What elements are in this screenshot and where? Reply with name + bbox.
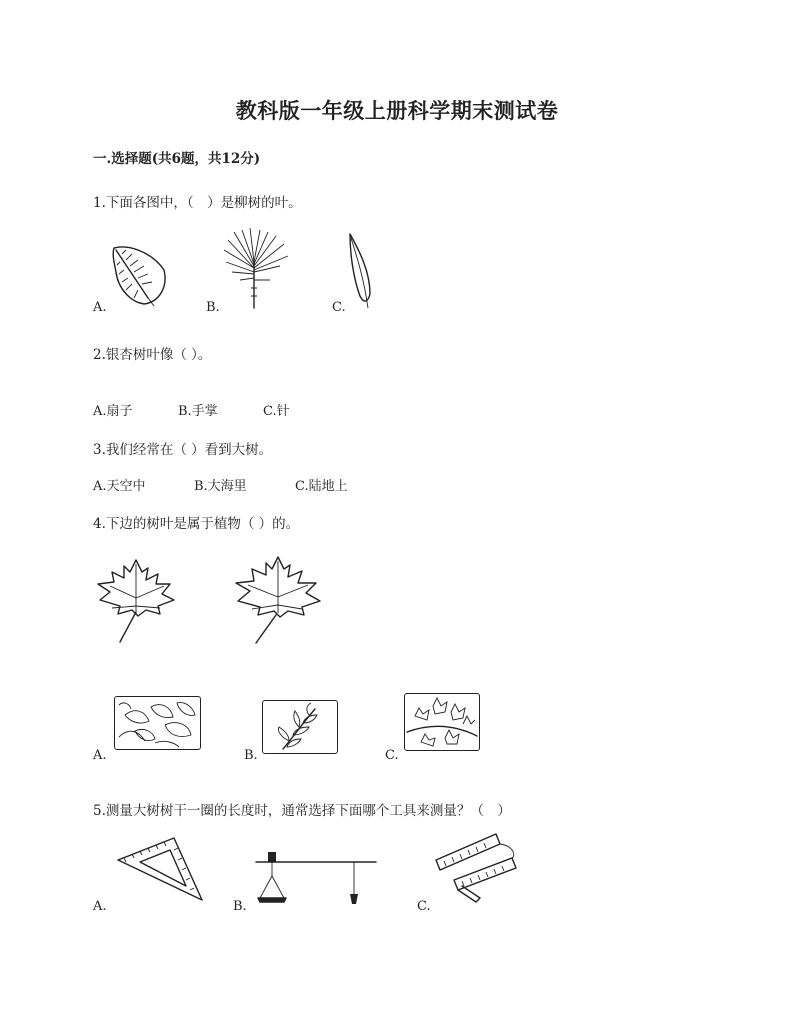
- q1-option-c[interactable]: C.: [332, 300, 346, 315]
- question-1-text: 1.下面各图中，（ ）是柳树的叶。: [93, 195, 302, 211]
- tape-measure-image: [432, 830, 522, 910]
- q2-option-a[interactable]: A.扇子: [93, 404, 133, 419]
- q4-option-c[interactable]: C.: [385, 748, 399, 763]
- q3-option-c[interactable]: C.陆地上: [295, 479, 348, 494]
- q2-option-b[interactable]: B.手掌: [178, 404, 218, 419]
- q5-option-c[interactable]: C.: [417, 899, 431, 914]
- willow-branch-photo: [262, 700, 338, 754]
- q3-option-b[interactable]: B.大海里: [194, 479, 247, 494]
- willow-leaf-image: [346, 232, 378, 312]
- page-title: 教科版一年级上册科学期末测试卷: [235, 98, 559, 123]
- fuzzy-leaf-image: [108, 242, 170, 308]
- section-heading: 一.选择题(共6题，共12分): [93, 151, 261, 167]
- q5-option-b[interactable]: B.: [233, 899, 247, 914]
- q4-option-b[interactable]: B.: [244, 748, 258, 763]
- maple-branch-photo: [404, 693, 480, 751]
- triangle-ruler-image: [116, 836, 204, 902]
- maple-leaf-image-2: [232, 555, 324, 645]
- maple-leaf-image: [94, 558, 178, 644]
- q5-option-a[interactable]: A.: [93, 899, 107, 914]
- leafy-plant-photo: [114, 696, 201, 750]
- pine-needles-image: [220, 228, 290, 310]
- question-3-text: 3.我们经常在（ ）看到大树。: [93, 442, 273, 458]
- question-2-text: 2.银杏树叶像（ ）。: [93, 347, 212, 363]
- question-5-text: 5.测量大树树干一圈的长度时，通常选择下面哪个工具来测量？（ ）: [93, 803, 511, 819]
- question-4-text: 4.下边的树叶是属于植物（ ）的。: [93, 516, 300, 532]
- balance-scale-image: [254, 846, 380, 908]
- q4-option-a[interactable]: A.: [93, 748, 107, 763]
- q2-option-c[interactable]: C.针: [263, 404, 290, 419]
- q1-option-b[interactable]: B.: [206, 300, 220, 315]
- q3-option-a[interactable]: A.天空中: [93, 479, 146, 494]
- q1-option-a[interactable]: A.: [93, 300, 107, 315]
